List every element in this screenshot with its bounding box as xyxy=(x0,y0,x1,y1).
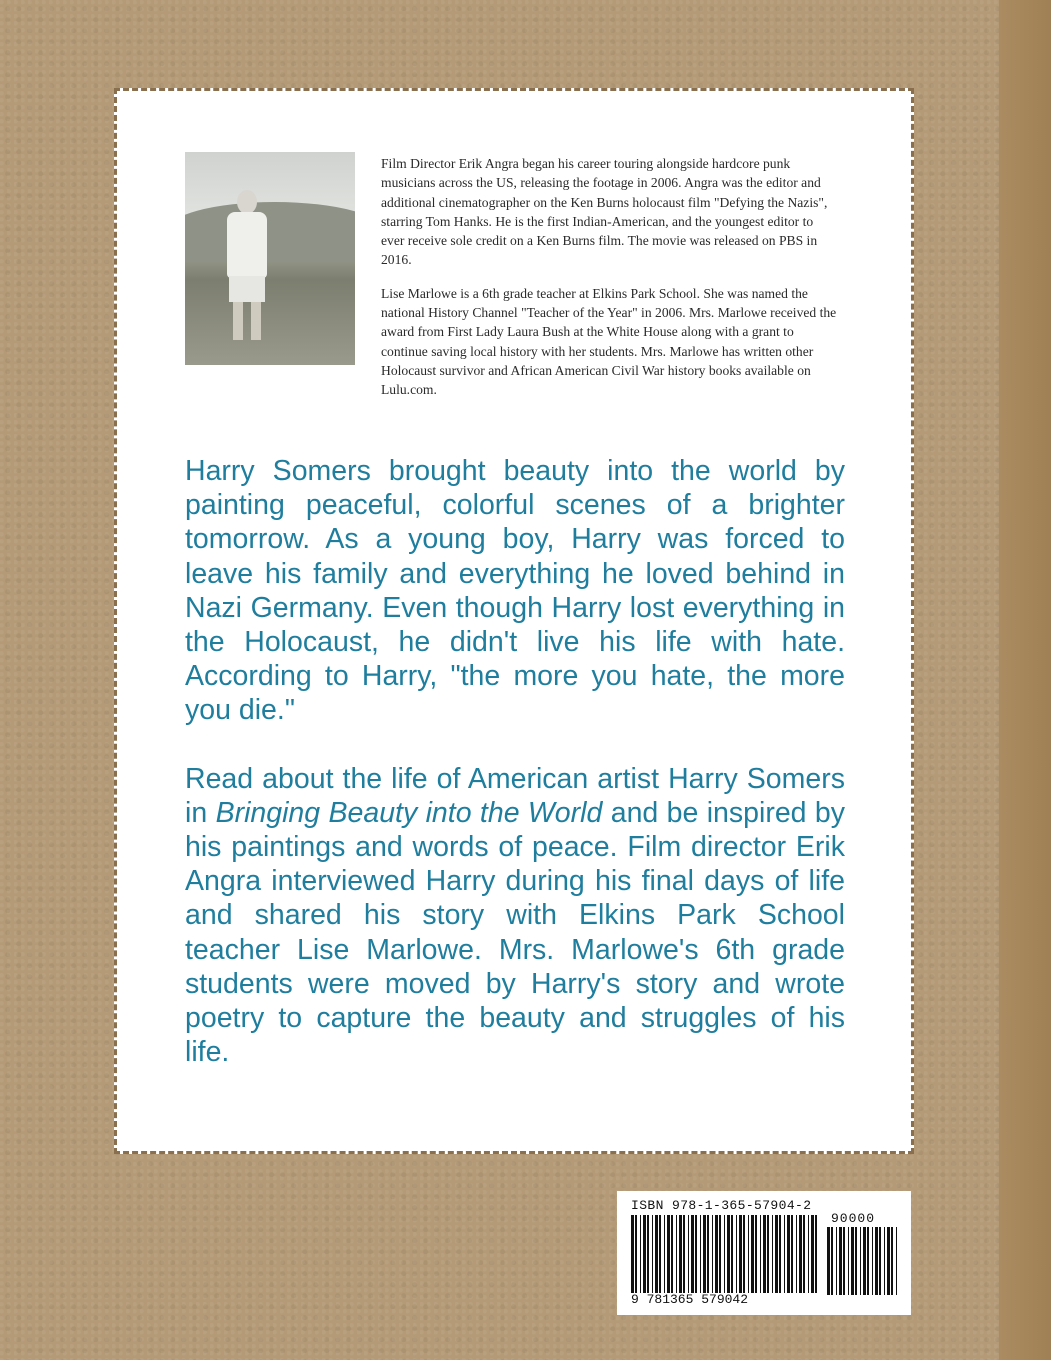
blurb-paragraph-2 xyxy=(185,762,845,1070)
bio-erik-angra: Film Director Erik Angra began his career touring alongside hardcore punk musicians across the US, releasing the footage in 2006. Angra was the editor and additional cinematographer on the Ken Burns holocaust film "Defying the Nazis", starring Tom Hanks. He is the first Indian-American, and the youngest editor to ever receive sole credit on a Ken Burns film. The movie was released on PBS in 2016. xyxy=(381,156,828,268)
blurb-text-before-title: Read about the life of American artist Harry Somers in xyxy=(185,762,845,829)
price-addon-bars xyxy=(827,1227,901,1295)
book-title: Bringing Beauty into the World xyxy=(215,796,603,829)
blurb-paragraph-1: Harry Somers brought beauty into the world by painting peaceful, colorful scenes of a brighter tomorrow. As a young boy, Harry was forced to leave his family and everything he loved behind in Nazi Germany. Even though Harry lost everything in the Holocaust, he didn't live his life with hate. According to Harry, "the more you hate, the more you die." xyxy=(185,455,845,727)
isbn-barcode xyxy=(617,1191,911,1315)
author-bios xyxy=(381,154,837,414)
content-panel xyxy=(114,88,914,1154)
book-blurb xyxy=(185,454,845,1103)
blurb-text-after-title: and be inspired by his paintings and words of peace. Film director Erik Angra interviewed Harry during his final days of life and shared his story with Elkins Park School teacher Lise Marlowe. Mrs. Marlowe's 6th grade students were moved by Harry's story and wrote poetry to capture the beauty and struggles of his life. xyxy=(185,796,845,1069)
cover-edge-strip xyxy=(999,0,1051,1360)
price-code: 90000 xyxy=(831,1211,876,1226)
bio-lise-marlowe: Lise Marlowe is a 6th grade teacher at Elkins Park School. She was named the national History Channel "Teacher of the Year" in 2006. Mrs. Marlowe received the award from First Lady Laura Bush at the White House along with a grant to continue saving local history with her students. Mrs. Marlowe has written other Holocaust survivor and African American Civil War history books available on Lulu.com. xyxy=(381,285,837,398)
author-photo xyxy=(185,152,355,365)
ean13-bars xyxy=(631,1215,821,1293)
isbn-number: ISBN 978-1-365-57904-2 xyxy=(631,1198,812,1213)
barcode-digits: 9 781365 579042 xyxy=(631,1292,749,1307)
